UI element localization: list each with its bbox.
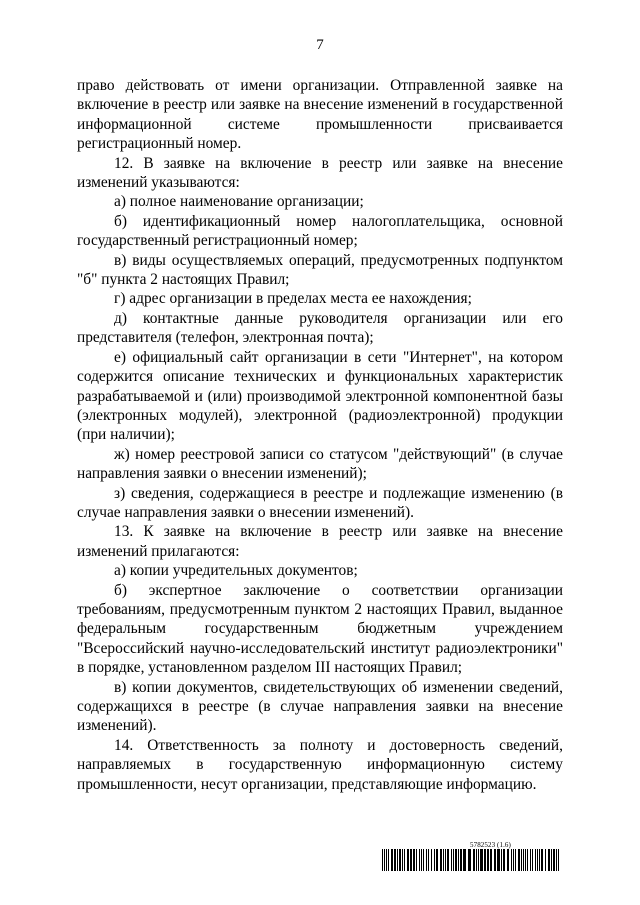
paragraph-item-12-a: а) полное наименование организации; (114, 193, 364, 211)
page-number: 7 (316, 37, 324, 53)
document-body (77, 76, 563, 794)
paragraph-item-12-v: в) виды осуществляемых операций, предусмотренных подпунктом "б" пункта 2 настоящих Правил; (77, 251, 563, 289)
paragraph-item-12-e: е) официальный сайт организации в сети "Интернет", на котором содержится описание технических и функциональных характеристик разрабатываемой и (или) производимой электронной компонентной базы (электронных модулей), электронной (радиоэлектронной) продукции (при наличии); (77, 348, 563, 444)
paragraph-item-12-zh: ж) номер реестровой записи со статусом "действующий" (в случае направления заявки о внесении изменений); (77, 445, 563, 483)
paragraph-item-14: 14. Ответственность за полноту и достоверность сведений, направляемых в государственную информационную систему промышленности, несут организации, представляющие информацию. (77, 736, 563, 793)
document-code: 5782523 (1.6) (470, 841, 511, 849)
paragraph-item-12-b: б) идентификационный номер налогоплательщика, основной государственный регистрационный номер; (77, 212, 563, 250)
paragraph-item-13-v: в) копии документов, свидетельствующих об изменении сведений, содержащихся в реестре (в случае направления заявки на внесение изменений). (77, 678, 563, 735)
paragraph-item-12-d: д) контактные данные руководителя организации или его представителя (телефон, электронная почта); (77, 309, 563, 347)
paragraph-item-13-a: а) копии учредительных документов; (114, 562, 358, 580)
paragraph-item-12-z: з) сведения, содержащиеся в реестре и подлежащие изменению (в случае направления заявки о внесении изменений). (77, 484, 563, 521)
paragraph-item-12: 12. В заявке на включение в реестр или заявке на внесение изменений указываются: (77, 154, 563, 192)
paragraph-item-12-g: г) адрес организации в пределах места ее нахождения; (114, 290, 472, 308)
paragraph-item-13-b: б) экспертное заключение о соответствии организации требованиям, предусмотренным пунктом 2 настоящих Правил, выданное федеральным государственным бюджетным учреждением "Всероссийский научно-исследовательский институт радиоэлектроники" в порядке, установленном разделом III настоящих Правил; (77, 581, 563, 677)
barcode (382, 849, 560, 871)
paragraph-item-13: 13. К заявке на включение в реестр или заявке на внесение изменений прилагаются: (77, 523, 563, 560)
paragraph-continuation: право действовать от имени организации. Отправленной заявке на включение в реестр или заявке на внесение изменений в государственной информационной системе промышленности присваивается регистрационный номер. (77, 77, 563, 153)
